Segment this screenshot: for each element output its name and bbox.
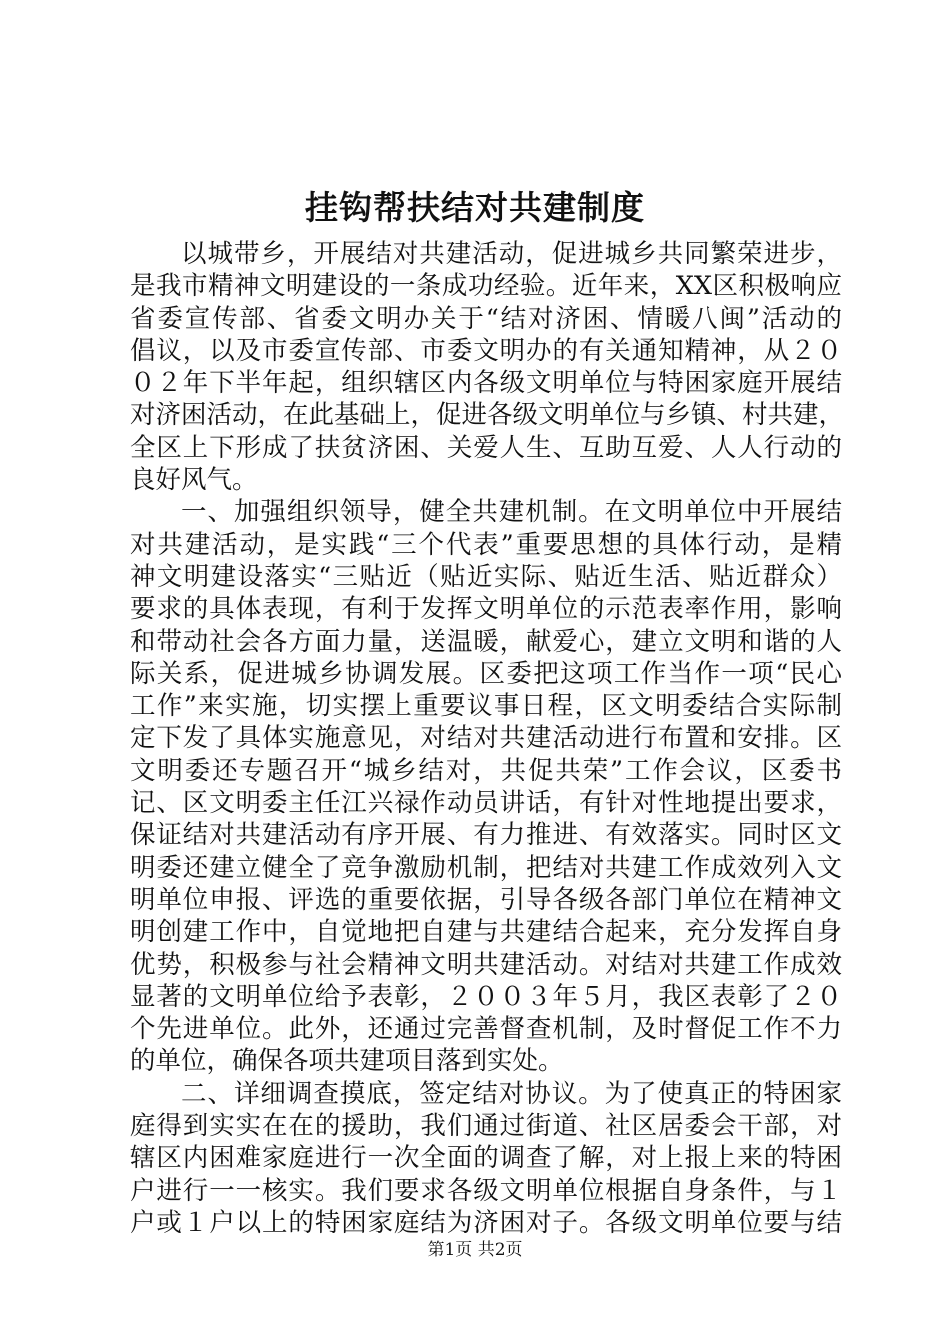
text-line: 优势，积极参与社会精神文明共建活动。对结对共建工作成效	[130, 949, 842, 980]
text-line: 保证结对共建活动有序开展、有力推进、有效落实。同时区文	[130, 820, 842, 851]
text-line: 省委宣传部、省委文明办关于“结对济困、情暖八闽”活动的	[130, 303, 842, 334]
text-line: 一、加强组织领导，健全共建机制。在文明单位中开展结	[181, 497, 842, 528]
text-line: 显著的文明单位给予表彰，２００３年５月，我区表彰了２０	[130, 981, 842, 1012]
document-body	[130, 238, 845, 1239]
text-line: 以城带乡，开展结对共建活动，促进城乡共同繁荣进步，	[181, 239, 842, 269]
text-line: 二、详细调查摸底，签定结对协议。为了使真正的特困家	[181, 1078, 842, 1109]
text-line: ０２年下半年起，组织辖区内各级文明单位与特困家庭开展结	[130, 368, 842, 399]
text-line: 户或１户以上的特困家庭结为济困对子。各级文明单位要与结	[130, 1207, 842, 1238]
text-line: 记、区文明委主任江兴禄作动员讲话，有针对性地提出要求，	[130, 788, 842, 819]
text-line: 和带动社会各方面力量，送温暖，献爱心，建立文明和谐的人	[130, 626, 842, 657]
text-line: 明单位申报、评选的重要依据，引导各级各部门单位在精神文	[130, 884, 842, 915]
text-line: 庭得到实实在在的援助，我们通过街道、社区居委会干部，对	[130, 1111, 842, 1142]
text-line: 际关系，促进城乡协调发展。区委把这项工作当作一项“民心	[130, 658, 842, 689]
text-line: 定下发了具体实施意见，对结对共建活动进行布置和安排。区	[130, 723, 842, 754]
text-line: 户进行一一核实。我们要求各级文明单位根据自身条件，与１	[130, 1175, 842, 1206]
page-footer: 第1页 共2页	[427, 1240, 523, 1260]
text-line: 明创建工作中，自觉地把自建与共建结合起来，充分发挥自身	[130, 917, 842, 948]
text-line: 文明委还专题召开“城乡结对，共促共荣”工作会议，区委书	[130, 755, 842, 786]
text-line: 工作”来实施，切实摆上重要议事日程，区文明委结合实际制	[130, 691, 842, 722]
text-line: 神文明建设落实“三贴近（贴近实际、贴近生活、贴近群众）	[130, 561, 842, 592]
text-line: 对共建活动，是实践“三个代表”重要思想的具体行动，是精	[130, 529, 842, 560]
text-line: 个先进单位。此外，还通过完善督查机制，及时督促工作不力	[130, 1014, 842, 1045]
document-title: 挂钩帮扶结对共建制度	[305, 188, 645, 227]
text-line: 明委还建立健全了竞争激励机制，把结对共建工作成效列入文	[130, 852, 842, 883]
text-line: 良好风气。	[130, 465, 258, 496]
text-line: 要求的具体表现，有利于发挥文明单位的示范表率作用，影响	[130, 594, 842, 625]
text-line: 是我市精神文明建设的一条成功经验。近年来，XX区积极响应	[130, 271, 842, 302]
text-line: 的单位，确保各项共建项目落到实处。	[130, 1046, 564, 1077]
text-line: 对济困活动，在此基础上，促进各级文明单位与乡镇、村共建，	[130, 400, 845, 431]
text-line: 倡议，以及市委宣传部、市委文明办的有关通知精神，从２０	[130, 335, 842, 366]
text-line: 辖区内困难家庭进行一次全面的调查了解，对上报上来的特困	[130, 1143, 842, 1174]
text-line: 全区上下形成了扶贫济困、关爱人生、互助互爱、人人行动的	[130, 432, 842, 463]
